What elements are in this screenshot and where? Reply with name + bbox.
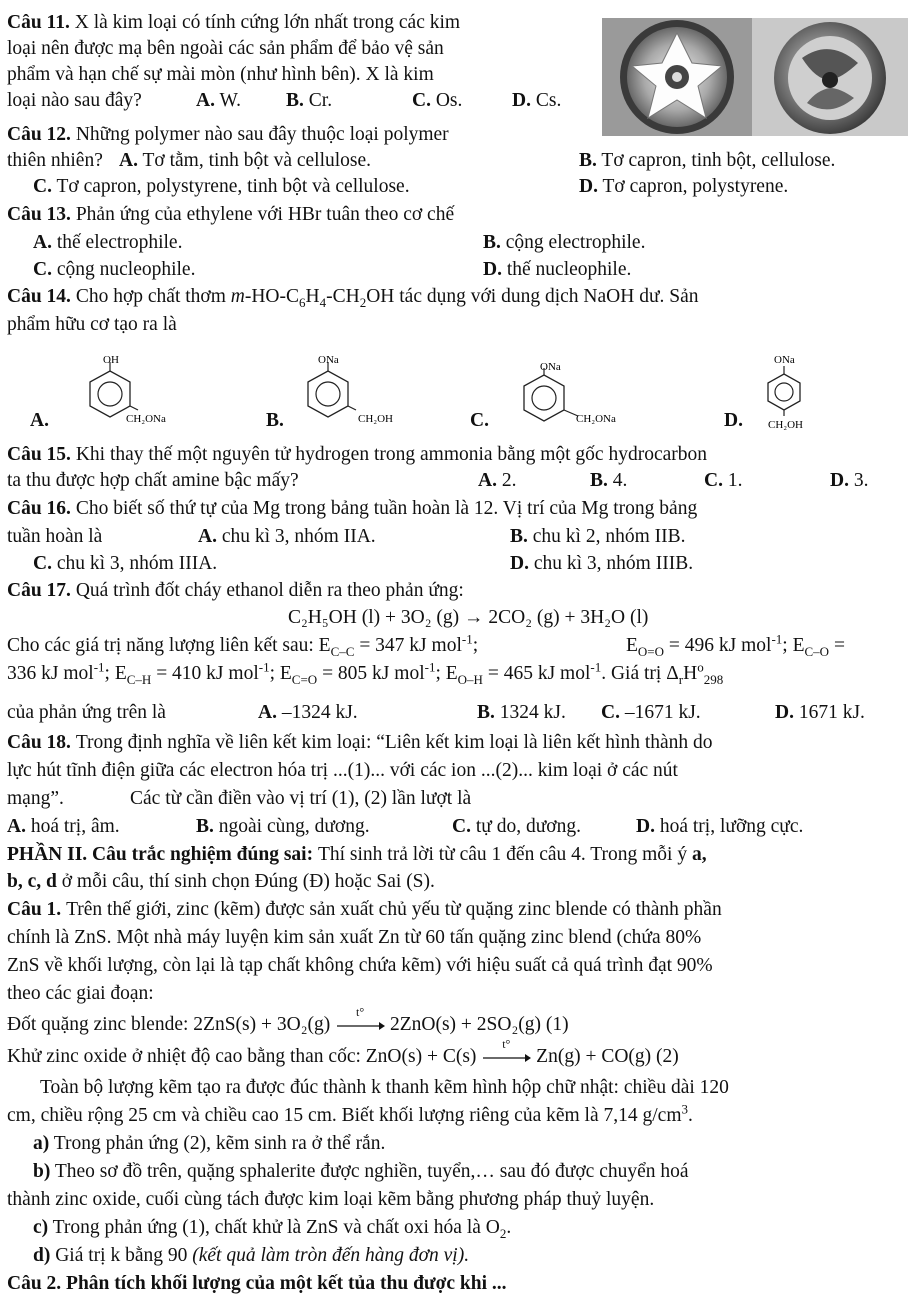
p2q1-line1: Câu 1. Trên thế giới, zinc (kẽm) được sản xuất chủ yếu từ quặng zinc blende có thành phần xyxy=(7,899,722,920)
q11-option-d[interactable]: D. Cs. xyxy=(512,90,562,111)
q12-line1: Câu 12. Những polymer nào sau đây thuộc loại polymer xyxy=(7,124,449,145)
q11-line2 xyxy=(7,36,444,62)
p2q1-statement-d[interactable]: d) Giá trị k bằng 90 (kết quả làm tròn đến hàng đơn vị). xyxy=(33,1245,470,1266)
q15-line2: ta thu được hợp chất amine bậc mấy? xyxy=(7,470,299,491)
q11-option-c[interactable]: C. Os. xyxy=(412,90,463,111)
q14-structure-b xyxy=(296,354,426,442)
p2q1-statement-c[interactable]: c) Trong phản ứng (1), chất khử là ZnS và chất oxi hóa là $O_2$. xyxy=(33,1217,512,1241)
q18-line1: Câu 18. Trong định nghĩa về liên kết kim loại: “Liên kết kim loại là liên kết hình thành do xyxy=(7,732,713,753)
q18-line2: lực hút tĩnh điện giữa các electron hóa trị ...(1)... với các ion ...(2)... kim loại ở các nút xyxy=(7,760,678,781)
q11-text4: loại nào sau đây? xyxy=(7,90,142,111)
p2q1-statement-b-cont: thành zinc oxide, cuối cùng tách được kim loại kẽm bằng phương pháp thuỷ luyện. xyxy=(7,1189,655,1210)
q14-option-a[interactable]: A. xyxy=(30,410,49,431)
q15-option-a[interactable]: A. 2. xyxy=(478,470,517,491)
q14-structure-a xyxy=(60,354,190,442)
part2-heading-line2: b, c, d ở mỗi câu, thí sinh chọn Đúng (Đ) hoặc Sai (S). xyxy=(7,871,435,892)
q13-option-c[interactable]: C. cộng nucleophile. xyxy=(33,259,196,280)
q17-line3-right: $E_{O=O} = 496$ kJ mol$^{-1}$; $E_{C-O}$ = xyxy=(626,631,845,659)
q14-b-top: ONa xyxy=(318,354,339,366)
q11-label: Câu 11. xyxy=(7,12,75,33)
q14-d-top: ONa xyxy=(774,354,795,366)
q17-option-a[interactable]: A. –1324 kJ. xyxy=(258,702,358,723)
chrome-parts-photo xyxy=(602,18,908,136)
q13-option-d[interactable]: D. thế nucleophile. xyxy=(483,259,632,280)
q16-option-d[interactable]: D. chu kì 3, nhóm IIIB. xyxy=(510,553,694,574)
part2-heading-line1: PHẦN II. Câu trắc nghiệm đúng sai: Thí sinh trả lời từ câu 1 đến câu 4. Trong mỗi ý a, xyxy=(7,844,707,865)
q16-line1: Câu 16. Cho biết số thứ tự của Mg trong bảng tuần hoàn là 12. Vị trí của Mg trong bảng xyxy=(7,498,698,519)
q11-line4 xyxy=(7,88,142,114)
q18-line3b: Các từ cần điền vào vị trí (1), (2) lần lượt là xyxy=(130,788,472,809)
q11-line1 xyxy=(7,10,460,36)
q14-option-d[interactable]: D. xyxy=(724,410,743,431)
heat-arrow-1: t° xyxy=(335,1012,385,1038)
heat-arrow-2: t° xyxy=(481,1044,531,1070)
q14-c-side: CH₂ONa xyxy=(576,413,616,425)
q16-line2: tuần hoàn là xyxy=(7,526,103,547)
q18-option-c[interactable]: C. tự do, dương. xyxy=(452,816,581,837)
q14-d-bottom: CH₂OH xyxy=(768,419,804,431)
q17-line1: Câu 17. Quá trình đốt cháy ethanol diễn ra theo phản ứng: xyxy=(7,580,464,601)
q14-line2: phẩm hữu cơ tạo ra là xyxy=(7,314,177,335)
q17-line5: của phản ứng trên là xyxy=(7,702,166,723)
q18-option-b[interactable]: B. ngoài cùng, dương. xyxy=(196,816,370,837)
q13-option-b[interactable]: B. cộng electrophile. xyxy=(483,232,646,253)
q17-option-b[interactable]: B. 1324 kJ. xyxy=(477,702,566,723)
q15-option-d[interactable]: D. 3. xyxy=(830,470,869,491)
q17-equation: C₂H₅OH (l) + 3O₂ (g) → 2CO₂ (g) + 3H₂O (l) xyxy=(288,607,649,628)
q14-option-b[interactable]: B. xyxy=(266,410,284,431)
q17-option-d[interactable]: D. 1671 kJ. xyxy=(775,702,865,723)
p2q1-statement-b[interactable]: b) Theo sơ đồ trên, quặng sphalerite được nghiền, tuyển,… sau đó được chuyển hoá xyxy=(33,1161,689,1182)
q15-option-b[interactable]: B. 4. xyxy=(590,470,628,491)
q14-c-top: ONa xyxy=(540,361,561,373)
q17-option-c[interactable]: C. –1671 kJ. xyxy=(601,702,701,723)
q14-a-side: CH₂ONa xyxy=(126,413,166,425)
q14-structure-c xyxy=(496,356,636,444)
q16-option-c[interactable]: C. chu kì 3, nhóm IIIA. xyxy=(33,553,218,574)
q15-line1: Câu 15. Khi thay thế một nguyên tử hydrogen trong ammonia bằng một gốc hydrocarbon xyxy=(7,444,708,465)
q12-option-b[interactable]: B. Tơ capron, tinh bột, cellulose. xyxy=(579,150,836,171)
q12-option-a[interactable]: A. Tơ tằm, tinh bột và cellulose. xyxy=(119,150,372,171)
q11-line3 xyxy=(7,62,434,88)
q12-line2: thiên nhiên? xyxy=(7,150,103,171)
p2q1-reaction2: Khử zinc oxide ở nhiệt độ cao bằng than cốc: ZnO(s) + C(s) t° Zn(g) + CO(g) (2) xyxy=(7,1044,679,1070)
q11-text2: loại nên được mạ bên ngoài các sản phẩm để bảo vệ sản xyxy=(7,38,444,59)
q14-structure-d xyxy=(748,350,828,440)
p2q1-reaction1: Đốt quặng zinc blende: 2ZnS(s) + 3O₂(g) t° 2ZnO(s) + 2SO₂(g) (1) xyxy=(7,1012,569,1038)
q12-option-c[interactable]: C. Tơ capron, polystyrene, tinh bột và cellulose. xyxy=(33,176,410,197)
q11-text3: phẩm và hạn chế sự mài mòn (như hình bên). X là kim xyxy=(7,64,434,85)
q16-option-b[interactable]: B. chu kì 2, nhóm IIB. xyxy=(510,526,686,547)
q14-line1: Câu 14. Cho hợp chất thơm $m-HO-C_6H_4-CH_2OH$ tác dụng với dung dịch NaOH dư. Sản xyxy=(7,286,699,310)
q15-option-c[interactable]: C. 1. xyxy=(704,470,743,491)
q11-option-a[interactable]: A. W. xyxy=(196,90,241,111)
p2q1-statement-a[interactable]: a) Trong phản ứng (2), kẽm sinh ra ở thể rắn. xyxy=(33,1133,386,1154)
q17-line4: 336 kJ mol$^{-1}$; $E_{C-H} = 410$ kJ mol$^{-1}$; $E_{C=O} = 805$ kJ mol$^{-1}$; $E_{O-H} = 465$ kJ mol$^{-1}$. Giá trị $\Delta_rH^o_{298}$ xyxy=(7,659,724,687)
q13-line1: Câu 13. Phản ứng của ethylene với HBr tuân theo cơ chế xyxy=(7,204,455,225)
q14-option-c[interactable]: C. xyxy=(470,410,489,431)
q12-option-d[interactable]: D. Tơ capron, polystyrene. xyxy=(579,176,789,197)
p2q1-line4: theo các giai đoạn: xyxy=(7,983,154,1004)
q18-option-a[interactable]: A. hoá trị, âm. xyxy=(7,816,120,837)
q18-option-d[interactable]: D. hoá trị, lưỡng cực. xyxy=(636,816,804,837)
p2q1-line6: cm, chiều rộng 25 cm và chiều cao 15 cm. Biết khối lượng riêng của kẽm là 7,14 $g/cm^3$. xyxy=(7,1101,693,1126)
p2q1-line3: ZnS về khối lượng, còn lại là tạp chất không chứa kẽm) với hiệu suất cả quá trình đạt 90% xyxy=(7,955,713,976)
next-question-cutoff: Câu 2. Phân tích khối lượng của một kết tủa thu được khi ... xyxy=(7,1273,507,1294)
q13-option-a[interactable]: A. thế electrophile. xyxy=(33,232,183,253)
q17-line3: Cho các giá trị năng lượng liên kết sau: $E_{C-C} = 347$ kJ mol$^{-1}$; xyxy=(7,631,479,659)
q18-line3: mạng”. xyxy=(7,788,64,809)
p2q1-line5: Toàn bộ lượng kẽm tạo ra được đúc thành k thanh kẽm hình hộp chữ nhật: chiều dài 120 xyxy=(40,1077,729,1098)
q16-option-a[interactable]: A. chu kì 3, nhóm IIA. xyxy=(198,526,376,547)
q14-b-side: CH₂OH xyxy=(358,413,394,425)
q11-option-b[interactable]: B. Cr. xyxy=(286,90,333,111)
q11-text1: X là kim loại có tính cứng lớn nhất trong các kim xyxy=(74,12,461,33)
p2q1-line2: chính là ZnS. Một nhà máy luyện kim sản xuất Zn từ 60 tấn quặng zinc blend (chứa 80% xyxy=(7,927,702,948)
q14-a-top: OH xyxy=(103,354,119,366)
